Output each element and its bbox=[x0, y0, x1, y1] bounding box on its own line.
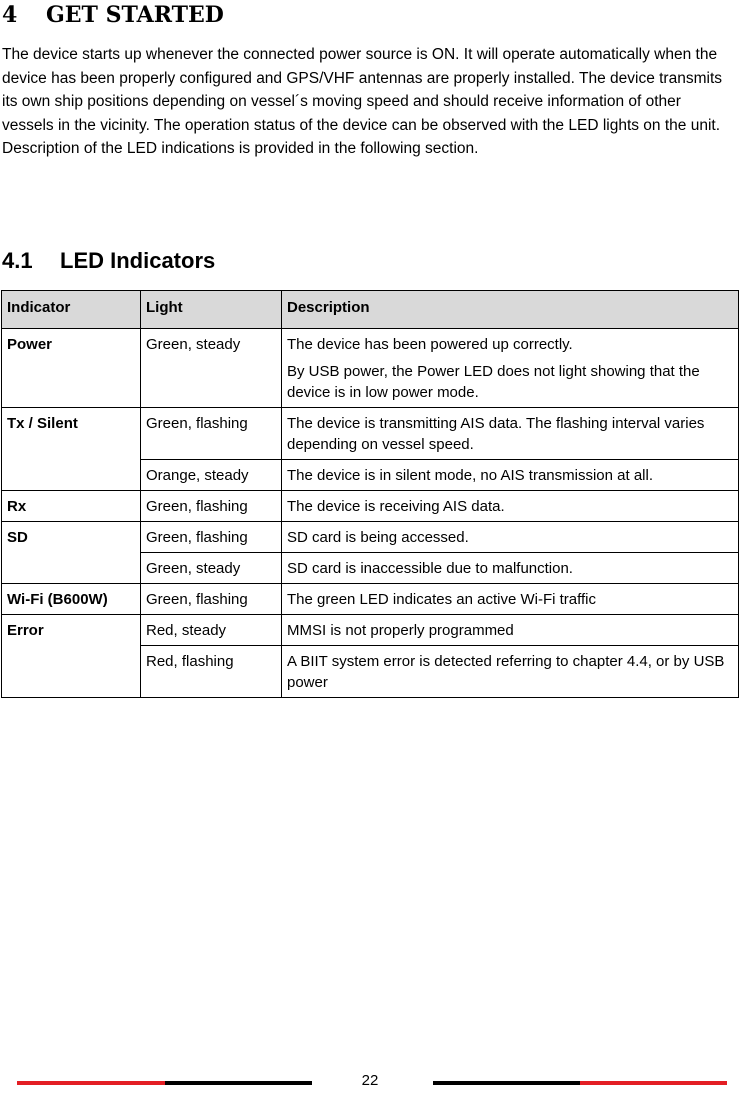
header-description: Description bbox=[282, 291, 739, 329]
description-cell: SD card is inaccessible due to malfunction. bbox=[282, 553, 739, 584]
light-cell: Red, flashing bbox=[141, 646, 282, 698]
description-cell: MMSI is not properly programmed bbox=[282, 615, 739, 646]
description-cell: The device is in silent mode, no AIS transmission at all. bbox=[282, 460, 739, 491]
table-row bbox=[2, 615, 739, 646]
subsection-number: 4.1 bbox=[2, 248, 33, 273]
indicator-cell: Wi-Fi (B600W) bbox=[2, 584, 141, 615]
table-row bbox=[2, 491, 739, 522]
table-row bbox=[2, 408, 739, 460]
description-note: By USB power, the Power LED does not light showing that the device is in low power mode. bbox=[287, 363, 700, 401]
indicator-cell: SD bbox=[2, 522, 141, 584]
description-cell: The device is transmitting AIS data. The flashing interval varies depending on vessel speed. bbox=[282, 408, 739, 460]
description-cell: SD card is being accessed. bbox=[282, 522, 739, 553]
description-text: The device has been powered up correctly. bbox=[287, 336, 573, 353]
table-header-row bbox=[2, 291, 739, 329]
light-cell: Green, flashing bbox=[141, 491, 282, 522]
footer-rule-left-red bbox=[17, 1081, 167, 1085]
subsection-title: LED Indicators bbox=[60, 248, 216, 273]
subsection-heading bbox=[2, 246, 215, 276]
section-heading bbox=[2, 0, 224, 30]
indicator-cell: Error bbox=[2, 615, 141, 698]
description-cell bbox=[282, 329, 739, 408]
table-row bbox=[2, 584, 739, 615]
light-cell: Green, steady bbox=[141, 553, 282, 584]
section-number: 4 bbox=[2, 2, 18, 28]
page-footer bbox=[0, 1066, 739, 1093]
light-cell: Red, steady bbox=[141, 615, 282, 646]
led-indicator-table bbox=[1, 290, 739, 698]
section-title: GET STARTED bbox=[46, 2, 224, 28]
indicator-cell: Rx bbox=[2, 491, 141, 522]
indicator-cell: Tx / Silent bbox=[2, 408, 141, 491]
intro-paragraph bbox=[2, 43, 722, 161]
footer-rule-right-red bbox=[580, 1081, 727, 1085]
header-indicator: Indicator bbox=[2, 291, 141, 329]
light-cell: Orange, steady bbox=[141, 460, 282, 491]
page-number: 22 bbox=[361, 1072, 379, 1089]
description-cell: A BIIT system error is detected referring to chapter 4.4, or by USB power bbox=[282, 646, 739, 698]
light-cell: Green, flashing bbox=[141, 584, 282, 615]
header-light: Light bbox=[141, 291, 282, 329]
description-cell: The green LED indicates an active Wi-Fi traffic bbox=[282, 584, 739, 615]
indicator-cell: Power bbox=[2, 329, 141, 408]
light-cell: Green, steady bbox=[141, 329, 282, 408]
table-row bbox=[2, 329, 739, 408]
footer-rule-left-black bbox=[165, 1081, 312, 1085]
description-cell: The device is receiving AIS data. bbox=[282, 491, 739, 522]
intro-text: The device starts up whenever the connected power source is ON. It will operate automatically when the device has been properly configured and GPS/VHF antennas are properly installed. The device transmits its own ship positions depending on vessel´s moving speed and should receive information of other vessels in the vicinity. The operation status of the device can be observed with the LED lights on the unit. Description of the LED indications is provided in the following section. bbox=[2, 46, 723, 157]
table-row bbox=[2, 522, 739, 553]
light-cell: Green, flashing bbox=[141, 408, 282, 460]
footer-rule-right-black bbox=[433, 1081, 583, 1085]
light-cell: Green, flashing bbox=[141, 522, 282, 553]
